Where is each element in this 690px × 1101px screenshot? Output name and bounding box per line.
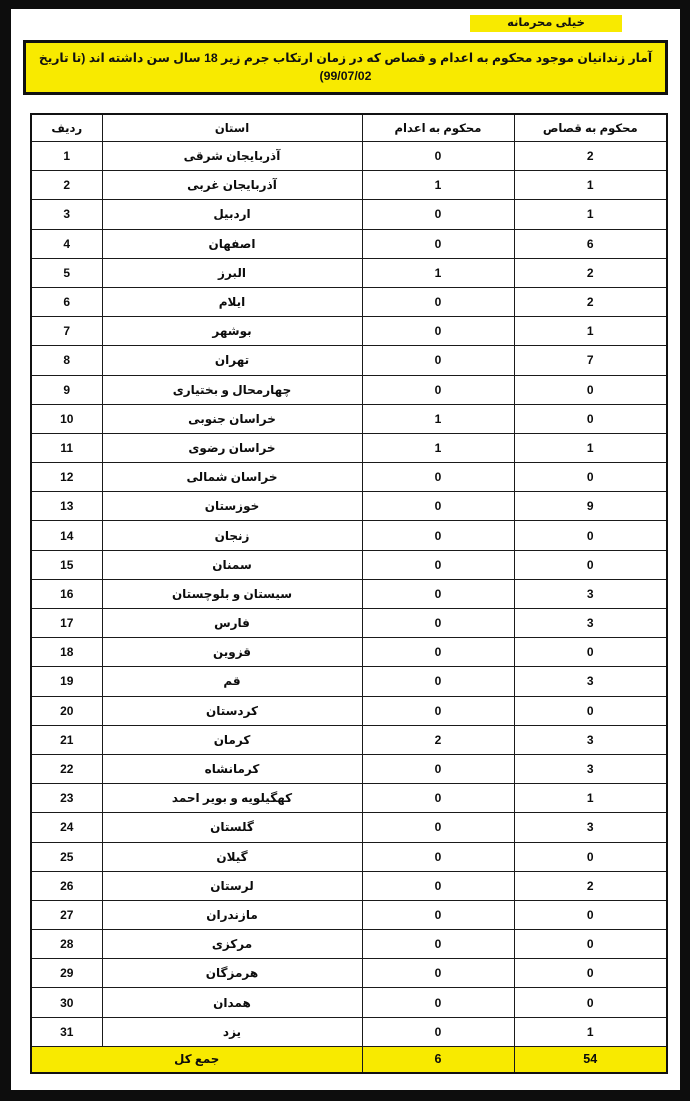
- cell-edam: 0: [362, 550, 514, 579]
- cell-radif: 12: [31, 463, 102, 492]
- cell-edam: 0: [362, 229, 514, 258]
- cell-province: قم: [102, 667, 362, 696]
- cell-province: خراسان رضوی: [102, 433, 362, 462]
- table-row: [31, 784, 667, 813]
- cell-radif: 8: [31, 346, 102, 375]
- cell-edam: 0: [362, 317, 514, 346]
- cell-province: اردبیل: [102, 200, 362, 229]
- cell-radif: 9: [31, 375, 102, 404]
- cell-qisas: 3: [514, 754, 667, 783]
- table-row: [31, 258, 667, 287]
- cell-province: سیستان و بلوچستان: [102, 579, 362, 608]
- table-row: [31, 579, 667, 608]
- table-header: [31, 114, 667, 142]
- table-row: [31, 754, 667, 783]
- cell-edam: 0: [362, 287, 514, 316]
- cell-edam: 1: [362, 258, 514, 287]
- cell-qisas: 0: [514, 521, 667, 550]
- cell-qisas: 6: [514, 229, 667, 258]
- table-row: [31, 696, 667, 725]
- cell-radif: 3: [31, 200, 102, 229]
- cell-qisas: 3: [514, 609, 667, 638]
- cell-qisas: 1: [514, 784, 667, 813]
- cell-qisas: 0: [514, 988, 667, 1017]
- classification-stamp: خیلی محرمانه: [470, 15, 622, 32]
- cell-radif: 19: [31, 667, 102, 696]
- table-row: [31, 287, 667, 316]
- cell-edam: 0: [362, 667, 514, 696]
- cell-qisas: 1: [514, 171, 667, 200]
- cell-province: بوشهر: [102, 317, 362, 346]
- table-row: [31, 375, 667, 404]
- cell-edam: 0: [362, 346, 514, 375]
- cell-edam: 0: [362, 1017, 514, 1046]
- table-row: [31, 142, 667, 171]
- table-row: [31, 930, 667, 959]
- table-row: [31, 433, 667, 462]
- table-row: [31, 317, 667, 346]
- cell-radif: 23: [31, 784, 102, 813]
- cell-province: گیلان: [102, 842, 362, 871]
- cell-province: هرمزگان: [102, 959, 362, 988]
- cell-qisas: 9: [514, 492, 667, 521]
- cell-radif: 13: [31, 492, 102, 521]
- table-row: [31, 229, 667, 258]
- cell-radif: 21: [31, 725, 102, 754]
- table-footer: [31, 1046, 667, 1073]
- cell-province: البرز: [102, 258, 362, 287]
- cell-qisas: 0: [514, 463, 667, 492]
- cell-edam: 1: [362, 171, 514, 200]
- cell-qisas: 0: [514, 550, 667, 579]
- cell-province: اصفهان: [102, 229, 362, 258]
- cell-radif: 10: [31, 404, 102, 433]
- table-row: [31, 638, 667, 667]
- cell-qisas: 1: [514, 1017, 667, 1046]
- cell-province: زنجان: [102, 521, 362, 550]
- cell-qisas: 2: [514, 258, 667, 287]
- total-edam-value: 6: [362, 1046, 514, 1073]
- page-title-line-2: (99/07/02: [319, 69, 372, 83]
- cell-edam: 0: [362, 492, 514, 521]
- cell-radif: 16: [31, 579, 102, 608]
- cell-radif: 5: [31, 258, 102, 287]
- cell-qisas: 0: [514, 375, 667, 404]
- statistics-table: [30, 113, 668, 1074]
- cell-radif: 29: [31, 959, 102, 988]
- cell-edam: 0: [362, 842, 514, 871]
- cell-province: یزد: [102, 1017, 362, 1046]
- cell-edam: 1: [362, 404, 514, 433]
- cell-province: مازندران: [102, 900, 362, 929]
- cell-province: ایلام: [102, 287, 362, 316]
- column-header-row-number: ردیف: [31, 114, 102, 142]
- table-row: [31, 521, 667, 550]
- cell-edam: 0: [362, 930, 514, 959]
- cell-radif: 7: [31, 317, 102, 346]
- cell-qisas: 7: [514, 346, 667, 375]
- cell-province: کهگیلویه و بویر احمد: [102, 784, 362, 813]
- cell-province: آذربایجان شرقی: [102, 142, 362, 171]
- cell-radif: 25: [31, 842, 102, 871]
- cell-qisas: 1: [514, 317, 667, 346]
- cell-radif: 14: [31, 521, 102, 550]
- table-total-row: [31, 1046, 667, 1073]
- cell-radif: 22: [31, 754, 102, 783]
- cell-edam: 0: [362, 463, 514, 492]
- cell-qisas: 0: [514, 638, 667, 667]
- table-row: [31, 988, 667, 1017]
- cell-qisas: 3: [514, 725, 667, 754]
- cell-radif: 31: [31, 1017, 102, 1046]
- cell-province: آذربایجان غربی: [102, 171, 362, 200]
- total-label: جمع کل: [31, 1046, 362, 1073]
- cell-edam: 2: [362, 725, 514, 754]
- cell-qisas: 0: [514, 930, 667, 959]
- table-row: [31, 463, 667, 492]
- column-header-edam: محکوم به اعدام: [362, 114, 514, 142]
- cell-edam: 0: [362, 375, 514, 404]
- cell-radif: 17: [31, 609, 102, 638]
- cell-province: فارس: [102, 609, 362, 638]
- cell-province: کرمانشاه: [102, 754, 362, 783]
- cell-radif: 30: [31, 988, 102, 1017]
- table-row: [31, 959, 667, 988]
- cell-edam: 0: [362, 959, 514, 988]
- cell-qisas: 1: [514, 200, 667, 229]
- cell-qisas: 1: [514, 433, 667, 462]
- cell-qisas: 2: [514, 142, 667, 171]
- cell-radif: 15: [31, 550, 102, 579]
- cell-edam: 0: [362, 784, 514, 813]
- cell-radif: 20: [31, 696, 102, 725]
- cell-edam: 0: [362, 142, 514, 171]
- cell-edam: 0: [362, 813, 514, 842]
- table-row: [31, 609, 667, 638]
- table-row: [31, 813, 667, 842]
- table-row: [31, 725, 667, 754]
- cell-qisas: 3: [514, 667, 667, 696]
- cell-province: کرمان: [102, 725, 362, 754]
- cell-province: قزوین: [102, 638, 362, 667]
- cell-province: همدان: [102, 988, 362, 1017]
- cell-qisas: 0: [514, 842, 667, 871]
- cell-radif: 6: [31, 287, 102, 316]
- cell-province: مرکزی: [102, 930, 362, 959]
- cell-edam: 0: [362, 521, 514, 550]
- document-title-banner: [23, 40, 668, 95]
- cell-edam: 0: [362, 871, 514, 900]
- cell-qisas: 0: [514, 900, 667, 929]
- table-row: [31, 900, 667, 929]
- cell-radif: 11: [31, 433, 102, 462]
- cell-radif: 1: [31, 142, 102, 171]
- cell-province: خوزستان: [102, 492, 362, 521]
- table-row: [31, 492, 667, 521]
- cell-qisas: 0: [514, 404, 667, 433]
- cell-edam: 0: [362, 988, 514, 1017]
- cell-edam: 0: [362, 754, 514, 783]
- cell-radif: 18: [31, 638, 102, 667]
- cell-edam: 0: [362, 696, 514, 725]
- table-row: [31, 171, 667, 200]
- table-row: [31, 404, 667, 433]
- cell-radif: 4: [31, 229, 102, 258]
- table-row: [31, 842, 667, 871]
- cell-edam: 0: [362, 200, 514, 229]
- cell-province: تهران: [102, 346, 362, 375]
- cell-radif: 26: [31, 871, 102, 900]
- table-body: [31, 142, 667, 1047]
- cell-edam: 0: [362, 579, 514, 608]
- column-header-qisas: محکوم به قصاص: [514, 114, 667, 142]
- cell-qisas: 2: [514, 871, 667, 900]
- classification-row: [23, 15, 668, 38]
- cell-edam: 0: [362, 638, 514, 667]
- cell-edam: 0: [362, 609, 514, 638]
- document-sheet: [11, 9, 680, 1090]
- cell-radif: 28: [31, 930, 102, 959]
- cell-radif: 24: [31, 813, 102, 842]
- cell-radif: 2: [31, 171, 102, 200]
- cell-province: گلستان: [102, 813, 362, 842]
- table-row: [31, 550, 667, 579]
- table-row: [31, 200, 667, 229]
- cell-province: خراسان شمالی: [102, 463, 362, 492]
- total-qisas-value: 54: [514, 1046, 667, 1073]
- column-header-province: استان: [102, 114, 362, 142]
- cell-province: لرستان: [102, 871, 362, 900]
- page-title-line-1: آمار زندانیان موجود محکوم به اعدام و قصاص که در زمان ارتکاب جرم زیر 18 سال سن داشته اند (تا تاریخ: [38, 51, 653, 65]
- cell-province: کردستان: [102, 696, 362, 725]
- cell-qisas: 2: [514, 287, 667, 316]
- cell-province: سمنان: [102, 550, 362, 579]
- statistics-table-container: [23, 113, 668, 1074]
- cell-qisas: 0: [514, 696, 667, 725]
- cell-province: خراسان جنوبی: [102, 404, 362, 433]
- table-header-row: [31, 114, 667, 142]
- table-row: [31, 667, 667, 696]
- cell-qisas: 3: [514, 579, 667, 608]
- cell-edam: 1: [362, 433, 514, 462]
- table-row: [31, 1017, 667, 1046]
- table-row: [31, 871, 667, 900]
- table-row: [31, 346, 667, 375]
- cell-edam: 0: [362, 900, 514, 929]
- cell-radif: 27: [31, 900, 102, 929]
- cell-qisas: 3: [514, 813, 667, 842]
- cell-province: چهارمحال و بختیاری: [102, 375, 362, 404]
- cell-qisas: 0: [514, 959, 667, 988]
